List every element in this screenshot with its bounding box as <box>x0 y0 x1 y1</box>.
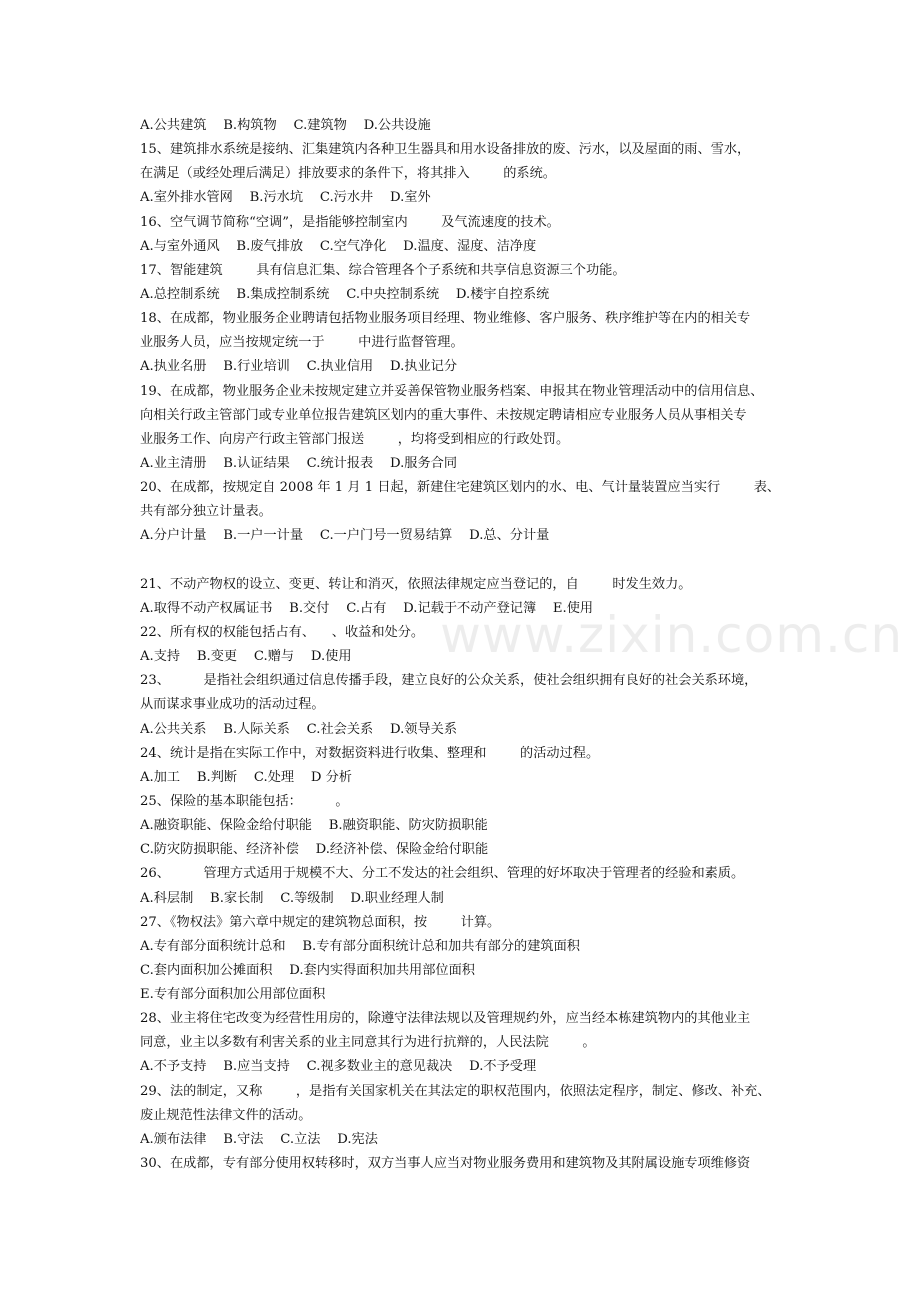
text-line: A.公共关系 B.人际关系 C.社会关系 D.领导关系 <box>140 721 458 737</box>
text-line: 17、智能建筑 具有信息汇集、综合管理各个子系统和共享信息资源三个功能。 <box>140 262 626 278</box>
blank-line <box>140 549 790 573</box>
text-line: 28、业主将住宅改变为经营性用房的，除遵守法律法规以及管理规约外，应当经本栋建筑物内的其他业主 <box>140 1011 751 1027</box>
text-line: 18、在成都，物业服务企业聘请包括物业服务项目经理、物业维修、客户服务、秩序维护等在内的相关专 <box>140 311 751 327</box>
text-line: 27、《物权法》第六章中规定的建筑物总面积，按 计算。 <box>140 914 501 930</box>
text-line: A.颁布法律 B.守法 C.立法 D.宪法 <box>140 1131 378 1147</box>
text-line: C.防灾防损职能、经济补偿 D.经济补偿、保险金给付职能 <box>140 842 489 858</box>
text-line: 23、 是指社会组织通过信息传播手段，建立良好的公众关系，使社会组织拥有良好的社会关系环境， <box>140 673 758 689</box>
text-line: A.支持 B.变更 C.赠与 D.使用 <box>140 649 352 665</box>
text-line: 共有部分独立计量表。 <box>140 504 272 520</box>
text-line: 业服务工作、向房产行政主管部门报送 ，均将受到相应的行政处罚。 <box>140 431 570 447</box>
text-line: A.总控制系统 B.集成控制系统 C.中央控制系统 D.楼宇自控系统 <box>140 286 550 302</box>
watermark: www.zixin.com.cn <box>440 606 904 664</box>
text-line: A.室外排水管网 B.污水坑 C.污水井 D.室外 <box>140 190 431 206</box>
text-line: 26、 管理方式适用于规模不大、分工不发达的社会组织、管理的好坏取决于管理者的经验和素质。 <box>140 866 745 882</box>
text-line: 业服务人员，应当按规定统一于 中进行监督管理。 <box>140 335 464 351</box>
text-line: A.不予支持 B.应当支持 C.视多数业主的意见裁决 D.不予受理 <box>140 1059 537 1075</box>
text-line: A.取得不动产权属证书 B.交付 C.占有 D.记载于不动产登记簿 E.使用 <box>140 600 594 616</box>
text-line: 20、在成都，按规定自 2008 年 1 月 1 日起，新建住宅建筑区划内的水、电、气计量装置应当实行 表、 <box>140 480 781 496</box>
text-line: C.套内面积加公摊面积 D.套内实得面积加共用部位面积 <box>140 962 475 978</box>
text-line: A.公共建筑 B.构筑物 C.建筑物 D.公共设施 <box>140 118 431 133</box>
text-line: 29、法的制定，又称 ，是指有关国家机关在其法定的职权范围内，依照法定程序，制定、修改、补充、 <box>140 1083 771 1099</box>
text-line: A.分户计量 B.一户一计量 C.一户门号一贸易结算 D.总、分计量 <box>140 528 550 544</box>
text-line: 19、在成都，物业服务企业未按规定建立并妥善保管物业服务档案、申报其在物业管理活动中的信用信息、 <box>140 383 764 399</box>
text-line: A.与室外通风 B.废气排放 C.空气净化 D.温度、湿度、洁净度 <box>140 238 537 254</box>
text-line: E.专有部分面积加公用部位面积 <box>140 987 326 1003</box>
text-line: A.专有部分面积统计总和 B.专有部分面积统计总和加共有部分的建筑面积 <box>140 938 580 954</box>
text-line: 22、所有权的权能包括占有、 、收益和处分。 <box>140 624 425 640</box>
text-line: 从而谋求事业成功的活动过程。 <box>140 697 325 713</box>
text-line: A.科层制 B.家长制 C.等级制 D.职业经理人制 <box>140 890 444 906</box>
text-line: 废止规范性法律文件的活动。 <box>140 1107 312 1123</box>
text-line: 向相关行政主管部门或专业单位报告建筑区划内的重大事件、未按规定聘请相应专业服务人员从事相关专 <box>140 407 747 423</box>
text-line: 在满足（或经处理后满足）排放要求的条件下，将其排入 的系统。 <box>140 166 556 182</box>
text-line: A.业主清册 B.认证结果 C.统计报表 D.服务合同 <box>140 455 458 471</box>
text-line: A.加工 B.判断 C.处理 D 分析 <box>140 769 352 785</box>
text-line: 15、建筑排水系统是接纳、汇集建筑内各种卫生器具和用水设备排放的废、污水，以及屋面的雨、雪水， <box>140 142 751 158</box>
text-line: 21、不动产物权的设立、变更、转让和消灭，依照法律规定应当登记的，自 时发生效力。 <box>140 576 692 592</box>
document-body <box>140 114 790 1176</box>
text-line: 同意，业主以多数有利害关系的业主同意其行为进行抗辩的，人民法院 。 <box>140 1035 596 1051</box>
text-line: 24、统计是指在实际工作中，对数据资料进行收集、整理和 的活动过程。 <box>140 745 600 761</box>
text-line: A.执业名册 B.行业培训 C.执业信用 D.执业记分 <box>140 359 458 375</box>
text-line: A.融资职能、保险金给付职能 B.融资职能、防灾防损职能 <box>140 818 488 834</box>
text-line: 25、保险的基本职能包括： 。 <box>140 793 349 809</box>
text-line: 16、空气调节简称“空调”，是指能够控制室内 及气流速度的技术。 <box>140 214 560 230</box>
text-line: 30、在成都，专有部分使用权转移时，双方当事人应当对物业服务费用和建筑物及其附属设施专项维修资 <box>140 1156 751 1172</box>
